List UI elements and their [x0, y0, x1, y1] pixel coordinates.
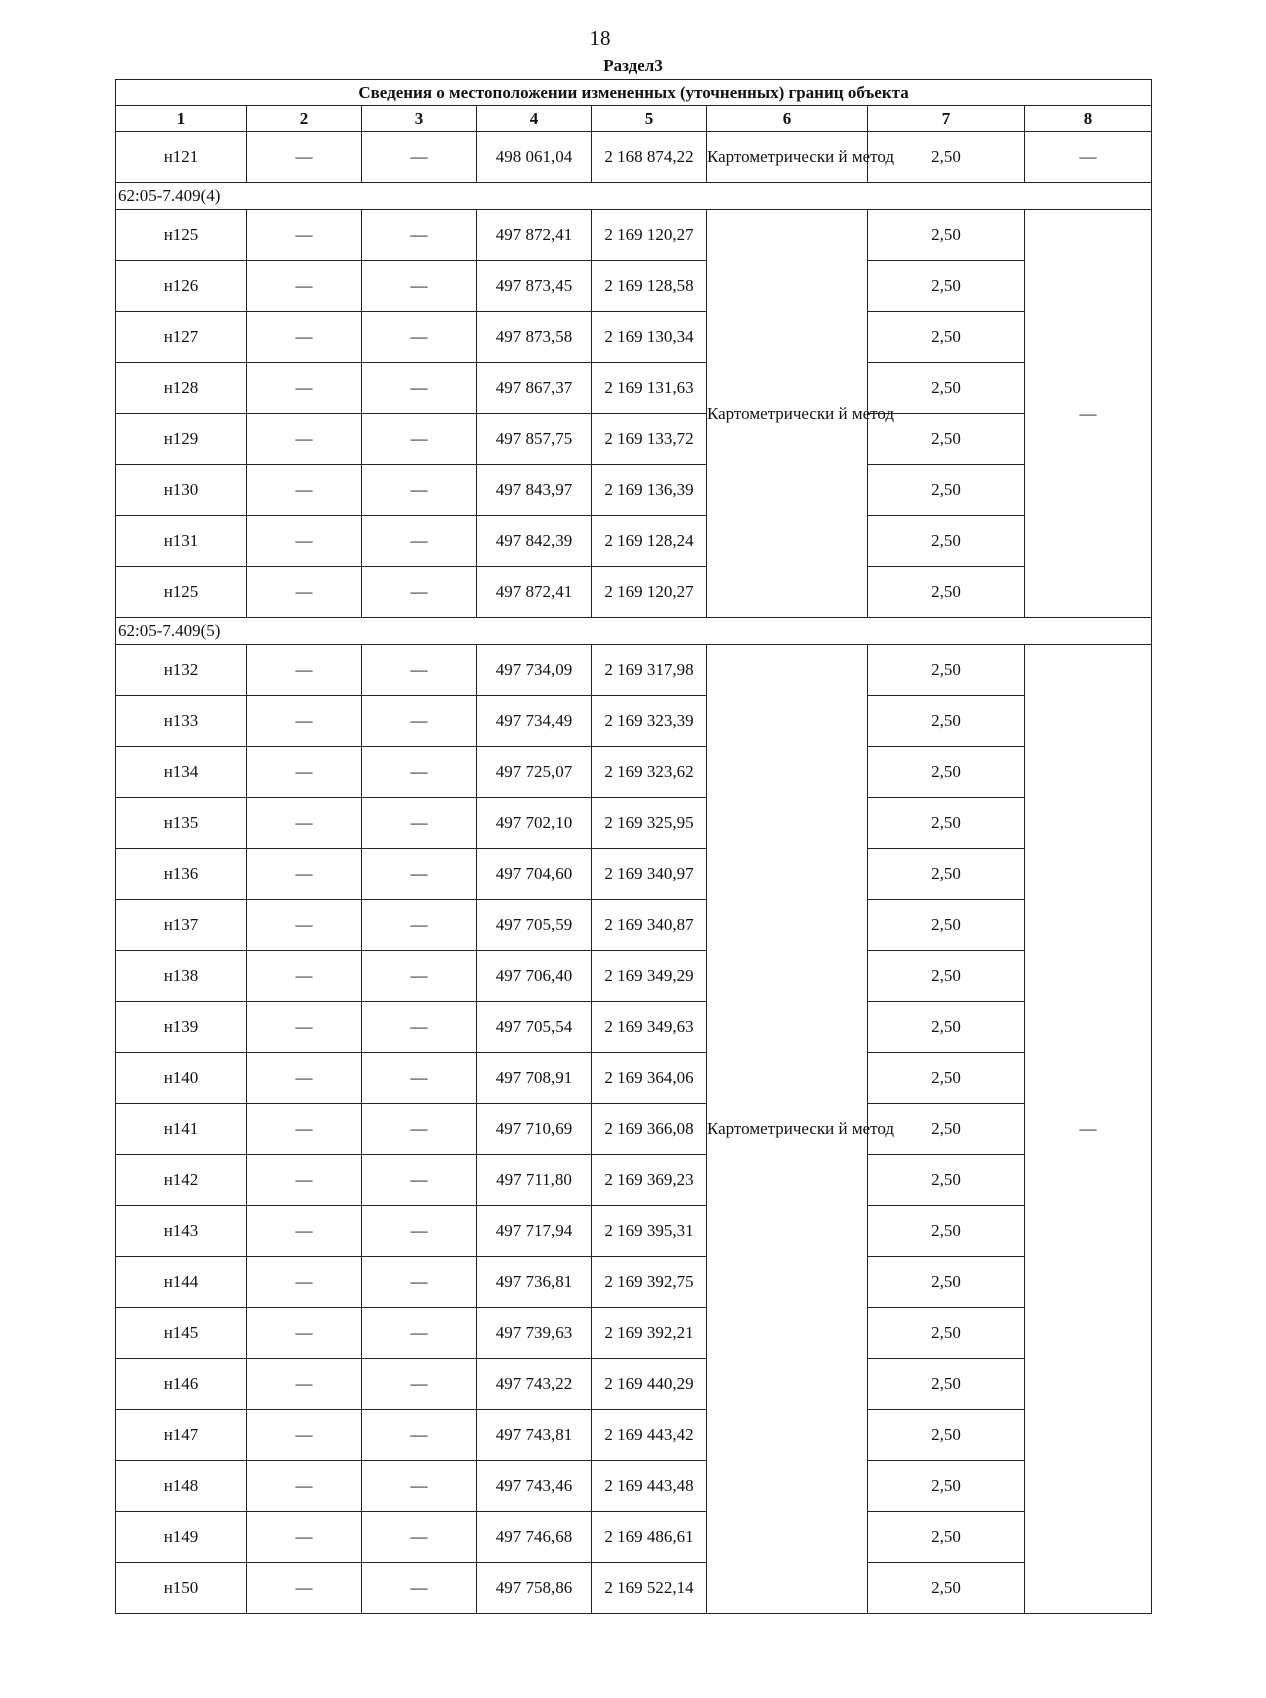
table-row — [116, 645, 1152, 696]
accuracy: 2,50 — [868, 645, 1025, 696]
table-row — [116, 1512, 1152, 1563]
empty-dash: — — [247, 900, 362, 951]
empty-dash: — — [362, 261, 477, 312]
empty-dash: — — [247, 645, 362, 696]
empty-dash: — — [362, 900, 477, 951]
empty-dash: — — [362, 1359, 477, 1410]
table-title-row — [116, 80, 1152, 106]
method-cell: Картометрически й метод — [707, 645, 868, 1614]
empty-dash: — — [247, 1053, 362, 1104]
empty-dash: — — [362, 798, 477, 849]
empty-dash: — — [1025, 132, 1152, 183]
point-name: н138 — [116, 951, 247, 1002]
point-name: н141 — [116, 1104, 247, 1155]
table-row — [116, 132, 1152, 183]
accuracy: 2,50 — [868, 1512, 1025, 1563]
table-row — [116, 1461, 1152, 1512]
point-name: н125 — [116, 567, 247, 618]
accuracy: 2,50 — [868, 1104, 1025, 1155]
method-cell: Картометрически й метод — [707, 210, 868, 618]
coord-y: 2 169 392,21 — [592, 1308, 707, 1359]
empty-dash: — — [247, 312, 362, 363]
coord-x: 497 708,91 — [477, 1053, 592, 1104]
empty-dash: — — [362, 1512, 477, 1563]
empty-dash: — — [362, 645, 477, 696]
coord-y: 2 168 874,22 — [592, 132, 707, 183]
empty-dash: — — [247, 849, 362, 900]
coord-y: 2 169 323,62 — [592, 747, 707, 798]
coord-y: 2 169 349,63 — [592, 1002, 707, 1053]
accuracy: 2,50 — [868, 1002, 1025, 1053]
point-name: н127 — [116, 312, 247, 363]
point-name: н149 — [116, 1512, 247, 1563]
point-name: н133 — [116, 696, 247, 747]
coord-x: 497 702,10 — [477, 798, 592, 849]
coord-y: 2 169 522,14 — [592, 1563, 707, 1614]
empty-dash: — — [362, 312, 477, 363]
empty-dash: — — [247, 1206, 362, 1257]
empty-dash: — — [362, 414, 477, 465]
point-name: н134 — [116, 747, 247, 798]
empty-dash: — — [247, 696, 362, 747]
coord-y: 2 169 340,87 — [592, 900, 707, 951]
coord-x: 497 711,80 — [477, 1155, 592, 1206]
point-name: н143 — [116, 1206, 247, 1257]
accuracy: 2,50 — [868, 1155, 1025, 1206]
coord-x: 497 739,63 — [477, 1308, 592, 1359]
table-row — [116, 414, 1152, 465]
accuracy: 2,50 — [868, 363, 1025, 414]
coord-x: 497 743,46 — [477, 1461, 592, 1512]
empty-dash: — — [247, 516, 362, 567]
accuracy: 2,50 — [868, 132, 1025, 183]
table-row — [116, 1359, 1152, 1410]
column-header: 3 — [362, 106, 477, 132]
accuracy: 2,50 — [868, 1410, 1025, 1461]
coord-y: 2 169 440,29 — [592, 1359, 707, 1410]
empty-dash: — — [247, 1002, 362, 1053]
empty-dash: — — [362, 567, 477, 618]
point-name: н147 — [116, 1410, 247, 1461]
empty-dash: — — [1025, 645, 1152, 1614]
empty-dash: — — [362, 132, 477, 183]
table-row — [116, 1563, 1152, 1614]
accuracy: 2,50 — [868, 261, 1025, 312]
coord-x: 497 746,68 — [477, 1512, 592, 1563]
coord-x: 497 706,40 — [477, 951, 592, 1002]
coord-y: 2 169 443,48 — [592, 1461, 707, 1512]
empty-dash: — — [362, 1155, 477, 1206]
empty-dash: — — [247, 1461, 362, 1512]
table-row — [116, 951, 1152, 1002]
point-name: н148 — [116, 1461, 247, 1512]
coord-x: 498 061,04 — [477, 132, 592, 183]
coord-x: 497 857,75 — [477, 414, 592, 465]
table-row — [116, 1002, 1152, 1053]
empty-dash: — — [362, 1308, 477, 1359]
accuracy: 2,50 — [868, 1563, 1025, 1614]
empty-dash: — — [362, 210, 477, 261]
coord-y: 2 169 317,98 — [592, 645, 707, 696]
table-row — [116, 1308, 1152, 1359]
group-header-row — [116, 618, 1152, 645]
table-row — [116, 1410, 1152, 1461]
empty-dash: — — [362, 516, 477, 567]
empty-dash: — — [362, 1206, 477, 1257]
empty-dash: — — [362, 1104, 477, 1155]
coord-x: 497 873,45 — [477, 261, 592, 312]
empty-dash: — — [247, 1257, 362, 1308]
coord-y: 2 169 128,58 — [592, 261, 707, 312]
accuracy: 2,50 — [868, 1206, 1025, 1257]
point-name: н128 — [116, 363, 247, 414]
table-row — [116, 1104, 1152, 1155]
empty-dash: — — [247, 1359, 362, 1410]
empty-dash: — — [247, 210, 362, 261]
coord-x: 497 743,81 — [477, 1410, 592, 1461]
table-row — [116, 312, 1152, 363]
table-row — [116, 798, 1152, 849]
column-header: 8 — [1025, 106, 1152, 132]
coord-x: 497 705,54 — [477, 1002, 592, 1053]
empty-dash: — — [362, 1461, 477, 1512]
table-row — [116, 1206, 1152, 1257]
table-row — [116, 261, 1152, 312]
coord-x: 497 710,69 — [477, 1104, 592, 1155]
coord-x: 497 758,86 — [477, 1563, 592, 1614]
coord-x: 497 872,41 — [477, 567, 592, 618]
coord-x: 497 872,41 — [477, 210, 592, 261]
accuracy: 2,50 — [868, 900, 1025, 951]
accuracy: 2,50 — [868, 696, 1025, 747]
empty-dash: — — [247, 1155, 362, 1206]
empty-dash: — — [247, 747, 362, 798]
column-header: 4 — [477, 106, 592, 132]
point-name: н144 — [116, 1257, 247, 1308]
point-name: н136 — [116, 849, 247, 900]
empty-dash: — — [362, 1053, 477, 1104]
coord-y: 2 169 443,42 — [592, 1410, 707, 1461]
point-name: н145 — [116, 1308, 247, 1359]
method-cell: Картометрически й метод — [707, 132, 868, 183]
table-row — [116, 747, 1152, 798]
table-row — [116, 1257, 1152, 1308]
coord-y: 2 169 120,27 — [592, 210, 707, 261]
column-header: 2 — [247, 106, 362, 132]
empty-dash: — — [362, 1410, 477, 1461]
accuracy: 2,50 — [868, 1308, 1025, 1359]
page-number: 18 — [589, 26, 611, 50]
coord-y: 2 169 395,31 — [592, 1206, 707, 1257]
coord-x: 497 705,59 — [477, 900, 592, 951]
accuracy: 2,50 — [868, 1461, 1025, 1512]
table-row — [116, 465, 1152, 516]
point-name: н142 — [116, 1155, 247, 1206]
coord-x: 497 704,60 — [477, 849, 592, 900]
coord-y: 2 169 486,61 — [592, 1512, 707, 1563]
coord-y: 2 169 131,63 — [592, 363, 707, 414]
coord-x: 497 873,58 — [477, 312, 592, 363]
point-name: н126 — [116, 261, 247, 312]
empty-dash: — — [247, 363, 362, 414]
empty-dash: — — [362, 1257, 477, 1308]
coord-x: 497 743,22 — [477, 1359, 592, 1410]
coordinates-table — [115, 79, 1152, 1614]
empty-dash: — — [362, 747, 477, 798]
empty-dash: — — [362, 1002, 477, 1053]
point-name: н130 — [116, 465, 247, 516]
section-title: Раздел3 — [603, 56, 663, 75]
point-name: н121 — [116, 132, 247, 183]
point-name: н132 — [116, 645, 247, 696]
table-title: Сведения о местоположении измененных (уточненных) границ объекта — [116, 80, 1152, 106]
empty-dash: — — [362, 696, 477, 747]
coord-y: 2 169 392,75 — [592, 1257, 707, 1308]
accuracy: 2,50 — [868, 465, 1025, 516]
point-name: н140 — [116, 1053, 247, 1104]
empty-dash: — — [247, 1563, 362, 1614]
empty-dash: — — [247, 465, 362, 516]
column-header: 1 — [116, 106, 247, 132]
coord-x: 497 725,07 — [477, 747, 592, 798]
empty-dash: — — [362, 1563, 477, 1614]
empty-dash: — — [362, 363, 477, 414]
cadastral-group-label: 62:05-7.409(5) — [116, 618, 1152, 645]
empty-dash: — — [247, 261, 362, 312]
column-header: 5 — [592, 106, 707, 132]
column-header: 7 — [868, 106, 1025, 132]
coord-y: 2 169 128,24 — [592, 516, 707, 567]
coord-x: 497 842,39 — [477, 516, 592, 567]
point-name: н135 — [116, 798, 247, 849]
accuracy: 2,50 — [868, 951, 1025, 1002]
coord-x: 497 734,09 — [477, 645, 592, 696]
coord-y: 2 169 364,06 — [592, 1053, 707, 1104]
table-row — [116, 363, 1152, 414]
empty-dash: — — [247, 951, 362, 1002]
table-row — [116, 900, 1152, 951]
empty-dash: — — [247, 132, 362, 183]
coord-x: 497 843,97 — [477, 465, 592, 516]
accuracy: 2,50 — [868, 567, 1025, 618]
coord-x: 497 736,81 — [477, 1257, 592, 1308]
coord-y: 2 169 369,23 — [592, 1155, 707, 1206]
empty-dash: — — [247, 1308, 362, 1359]
empty-dash: — — [247, 414, 362, 465]
empty-dash: — — [247, 798, 362, 849]
coord-x: 497 867,37 — [477, 363, 592, 414]
accuracy: 2,50 — [868, 1257, 1025, 1308]
accuracy: 2,50 — [868, 312, 1025, 363]
accuracy: 2,50 — [868, 1359, 1025, 1410]
column-header: 6 — [707, 106, 868, 132]
empty-dash: — — [362, 465, 477, 516]
accuracy: 2,50 — [868, 414, 1025, 465]
column-header-row — [116, 106, 1152, 132]
empty-dash: — — [1025, 210, 1152, 618]
coord-y: 2 169 366,08 — [592, 1104, 707, 1155]
point-name: н139 — [116, 1002, 247, 1053]
table-row — [116, 849, 1152, 900]
coord-y: 2 169 323,39 — [592, 696, 707, 747]
table-row — [116, 1155, 1152, 1206]
cadastral-group-label: 62:05-7.409(4) — [116, 183, 1152, 210]
accuracy: 2,50 — [868, 516, 1025, 567]
coord-y: 2 169 325,95 — [592, 798, 707, 849]
coord-x: 497 717,94 — [477, 1206, 592, 1257]
table-row — [116, 696, 1152, 747]
empty-dash: — — [247, 1512, 362, 1563]
group-header-row — [116, 183, 1152, 210]
empty-dash: — — [247, 567, 362, 618]
accuracy: 2,50 — [868, 849, 1025, 900]
point-name: н146 — [116, 1359, 247, 1410]
accuracy: 2,50 — [868, 747, 1025, 798]
accuracy: 2,50 — [868, 1053, 1025, 1104]
coord-x: 497 734,49 — [477, 696, 592, 747]
empty-dash: — — [362, 951, 477, 1002]
accuracy: 2,50 — [868, 210, 1025, 261]
coord-y: 2 169 120,27 — [592, 567, 707, 618]
empty-dash: — — [247, 1410, 362, 1461]
table-row — [116, 516, 1152, 567]
empty-dash: — — [247, 1104, 362, 1155]
point-name: н150 — [116, 1563, 247, 1614]
table-row — [116, 567, 1152, 618]
coord-y: 2 169 130,34 — [592, 312, 707, 363]
point-name: н129 — [116, 414, 247, 465]
accuracy: 2,50 — [868, 798, 1025, 849]
coord-y: 2 169 136,39 — [592, 465, 707, 516]
coord-y: 2 169 340,97 — [592, 849, 707, 900]
coord-y: 2 169 349,29 — [592, 951, 707, 1002]
empty-dash: — — [362, 849, 477, 900]
point-name: н137 — [116, 900, 247, 951]
coord-y: 2 169 133,72 — [592, 414, 707, 465]
table-row — [116, 210, 1152, 261]
table-row — [116, 1053, 1152, 1104]
point-name: н131 — [116, 516, 247, 567]
point-name: н125 — [116, 210, 247, 261]
